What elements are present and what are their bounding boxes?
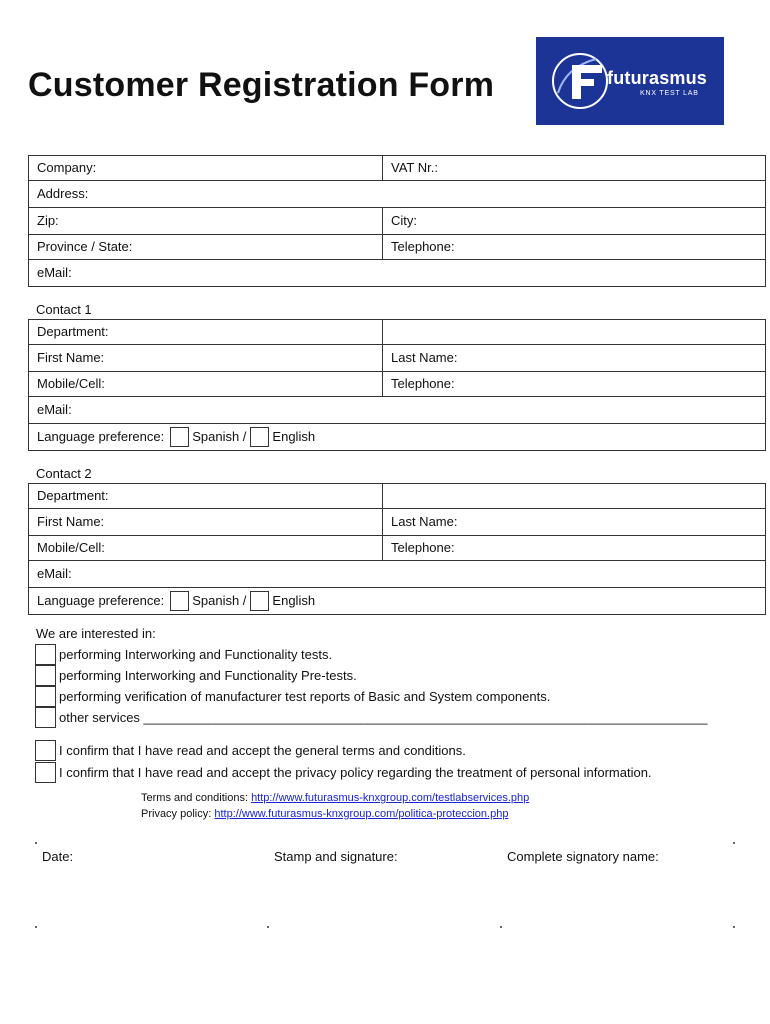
page-title: Customer Registration Form	[28, 66, 495, 104]
confirm-privacy-checkbox[interactable]	[35, 762, 56, 783]
confirm-terms-checkbox[interactable]	[35, 740, 56, 761]
province-field[interactable]: Province / State:	[29, 235, 383, 260]
interest-option-label: performing Interworking and Functionality Pre-tests.	[59, 668, 357, 683]
date-label: Date:	[42, 849, 74, 864]
interest-option[interactable]	[35, 644, 332, 665]
contact1-english-label: English	[272, 429, 316, 444]
contact2-heading: Contact 2	[36, 466, 92, 481]
logo-subtitle: KNX TEST LAB	[640, 90, 699, 97]
contact1-first-name-field[interactable]: First Name:	[29, 345, 383, 372]
contact1-language-row	[29, 424, 766, 451]
telephone-field[interactable]: Telephone:	[383, 235, 766, 260]
interest-checkbox[interactable]	[35, 707, 56, 728]
contact1-telephone-field[interactable]: Telephone:	[383, 372, 766, 397]
confirm-privacy[interactable]	[35, 762, 652, 783]
contact2-first-name-field[interactable]: First Name:	[29, 509, 383, 536]
company-table	[28, 155, 766, 287]
terms-label: Terms and conditions:	[141, 792, 248, 804]
contact2-mobile-field[interactable]: Mobile/Cell:	[29, 536, 383, 561]
confirm-terms-label: I confirm that I have read and accept the general terms and conditions.	[59, 743, 466, 758]
contact1-spanish-label: Spanish /	[192, 429, 247, 444]
corner-mark	[35, 926, 37, 928]
contact2-table	[28, 483, 766, 615]
contact2-language-row	[29, 588, 766, 615]
signatory-name-label: Complete signatory name:	[507, 849, 659, 864]
corner-mark	[35, 842, 37, 844]
contact1-last-name-field[interactable]: Last Name:	[383, 345, 766, 372]
interest-option-label: performing verification of manufacturer test reports of Basic and System components.	[59, 689, 551, 704]
interest-option[interactable]	[35, 686, 550, 707]
contact2-department-field[interactable]: Department:	[29, 484, 383, 509]
contact1-table	[28, 319, 766, 451]
contact2-department-extra[interactable]	[383, 484, 766, 509]
interest-option[interactable]	[35, 707, 707, 728]
vat-field[interactable]: VAT Nr.:	[383, 156, 766, 181]
corner-mark	[500, 926, 502, 928]
contact1-language-label: Language preference:	[37, 429, 165, 444]
interest-option-label: performing Interworking and Functionality tests.	[59, 647, 333, 662]
contact2-telephone-field[interactable]: Telephone:	[383, 536, 766, 561]
contact2-english-checkbox[interactable]	[250, 591, 269, 611]
links-block	[141, 790, 529, 822]
corner-mark	[733, 842, 735, 844]
contact1-heading: Contact 1	[36, 302, 92, 317]
interest-checkbox[interactable]	[35, 665, 56, 686]
address-field[interactable]: Address:	[29, 181, 766, 208]
contact2-last-name-field[interactable]: Last Name:	[383, 509, 766, 536]
corner-mark	[267, 926, 269, 928]
zip-field[interactable]: Zip:	[29, 208, 383, 235]
email-field[interactable]: eMail:	[29, 260, 766, 287]
confirm-terms[interactable]	[35, 740, 466, 761]
interest-option[interactable]	[35, 665, 357, 686]
stamp-signature-label: Stamp and signature:	[274, 849, 398, 864]
contact1-email-field[interactable]: eMail:	[29, 397, 766, 424]
privacy-label: Privacy policy:	[141, 808, 212, 820]
contact1-department-field[interactable]: Department:	[29, 320, 383, 345]
interests-heading: We are interested in:	[36, 626, 156, 641]
contact1-spanish-checkbox[interactable]	[170, 427, 189, 447]
contact2-language-label: Language preference:	[37, 593, 165, 608]
terms-link[interactable]: http://www.futurasmus-knxgroup.com/testlabservices.php	[251, 792, 530, 804]
interest-checkbox[interactable]	[35, 644, 56, 665]
futurasmus-logo	[536, 37, 724, 125]
privacy-link[interactable]: http://www.futurasmus-knxgroup.com/politica-proteccion.php	[214, 808, 509, 820]
contact2-spanish-checkbox[interactable]	[170, 591, 189, 611]
contact2-english-label: English	[272, 593, 316, 608]
contact1-english-checkbox[interactable]	[250, 427, 269, 447]
contact2-email-field[interactable]: eMail:	[29, 561, 766, 588]
contact1-department-extra[interactable]	[383, 320, 766, 345]
logo-name: futurasmus	[607, 68, 708, 88]
corner-mark	[733, 926, 735, 928]
company-field[interactable]: Company:	[29, 156, 383, 181]
contact1-mobile-field[interactable]: Mobile/Cell:	[29, 372, 383, 397]
confirm-privacy-label: I confirm that I have read and accept the privacy policy regarding the treatment of personal information.	[59, 765, 652, 780]
interest-option-label: other services ______________________________________________________________________________	[59, 710, 708, 725]
contact2-spanish-label: Spanish /	[192, 593, 247, 608]
interest-checkbox[interactable]	[35, 686, 56, 707]
city-field[interactable]: City:	[383, 208, 766, 235]
